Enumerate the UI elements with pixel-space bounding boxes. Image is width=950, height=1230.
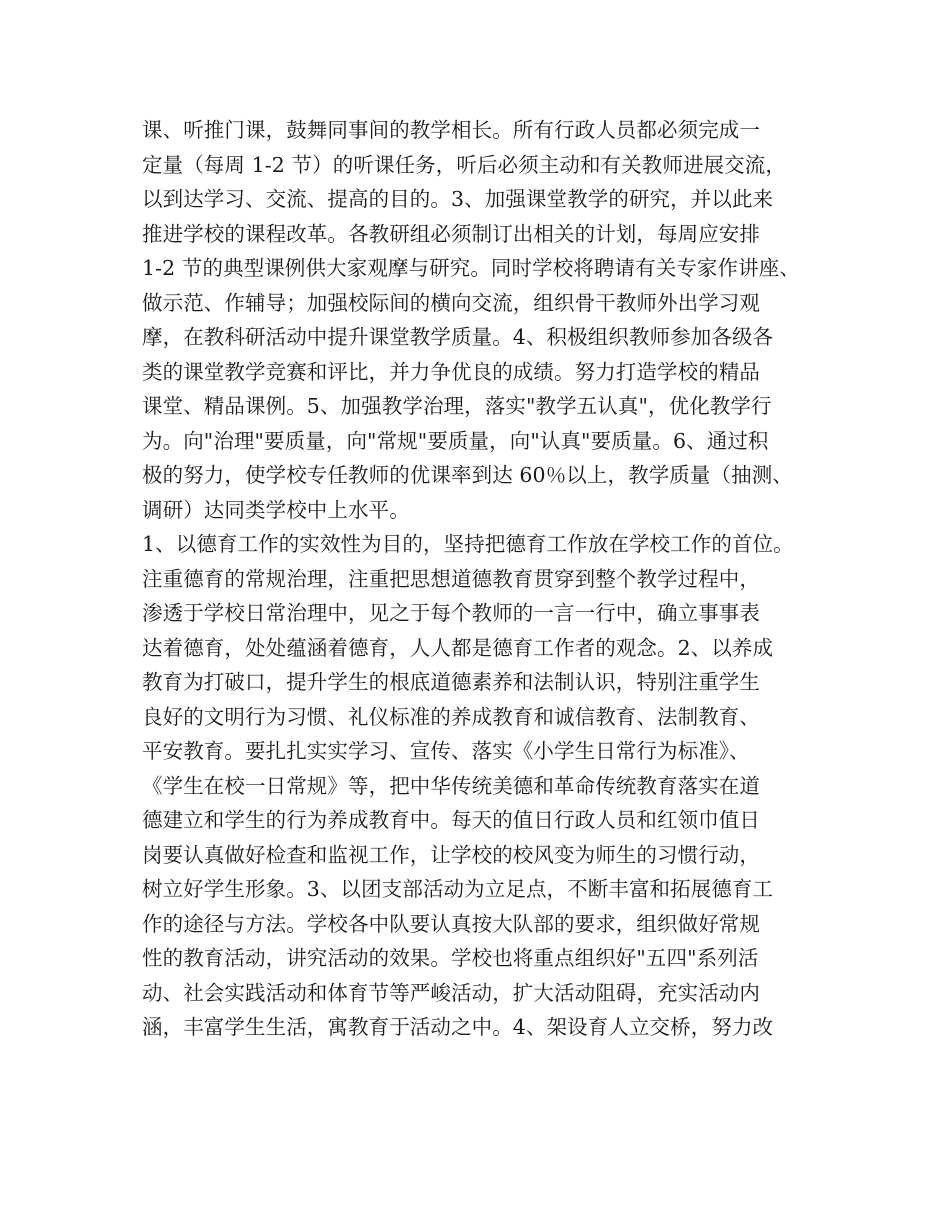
text-line: 1、以德育工作的实效性为目的，坚持把德育工作放在学校工作的首位。	[142, 532, 794, 556]
text-line: 涵，丰富学生生活，寓教育于活动之中。4、架设育人立交桥，努力改	[142, 1015, 774, 1039]
text-line: 作的途径与方法。学校各中队要认真按大队部的要求，组织做好常规	[142, 911, 760, 936]
text-line: 平安教育。要扎扎实实学习、宣传、落实《小学生日常行为标准》、	[142, 739, 750, 763]
text-line: 《学生在校一日常规》等，把中华传统美德和革命传统教育落实在道	[142, 773, 760, 798]
text-line: 德建立和学生的行为养成教育中。每天的值日行政人员和红领巾值日	[142, 808, 760, 832]
text-line: 类的课堂教学竞赛和评比，并力争优良的成绩。努力打造学校的精品	[142, 359, 760, 384]
text-line: 做示范、作辅导；加强校际间的横向交流，组织骨干教师外出学习观	[142, 290, 760, 315]
text-line: 为。向"治理"要质量，向"常规"要质量，向"认真"要质量。6、通过积	[142, 428, 769, 453]
text-line: 课、听推门课，鼓舞同事间的教学相长。所有行政人员都必须完成一	[142, 118, 760, 142]
text-line: 教育为打破口，提升学生的根底道德素养和法制认识，特别注重学生	[142, 670, 760, 694]
text-line: 以到达学习、交流、提高的目的。3、加强课堂教学的研究，并以此来	[142, 187, 774, 211]
text-line: 渗透于学校日常治理中，见之于每个教师的一言一行中，确立事事表	[142, 601, 760, 625]
text-line: 调研）达同类学校中上水平。	[142, 497, 410, 522]
text-line: 课堂、精品课例。5、加强教学治理，落实"教学五认真"，优化教学行	[142, 394, 772, 418]
text-line: 树立好学生形象。3、以团支部活动为立足点，不断丰富和拓展德育工	[142, 877, 774, 901]
text-line: 推进学校的课程改革。各教研组必须制订出相关的计划，每周应安排	[142, 221, 760, 246]
text-line: 性的教育活动，讲究活动的效果。学校也将重点组织好"五四"系列活	[142, 946, 759, 970]
text-line: 岗要认真做好检查和监视工作，让学校的校风变为师生的习惯行动，	[142, 842, 760, 867]
text-line: 达着德育，处处蕴涵着德育，人人都是德育工作者的观念。2、以养成	[142, 635, 774, 660]
text-line: 1-2 节的典型课例供大家观摩与研究。同时学校将聘请有关专家作讲座、	[142, 256, 800, 280]
body-text	[142, 113, 822, 1045]
text-line: 注重德育的常规治理，注重把思想道德教育贯穿到整个教学过程中，	[142, 566, 760, 591]
text-line: 摩，在教科研活动中提升课堂教学质量。4、积极组织教师参加各级各	[142, 325, 774, 349]
text-line: 动、社会实践活动和体育节等严峻活动，扩大活动阻碍，充实活动内	[142, 980, 760, 1005]
text-line: 定量（每周 1-2 节）的听课任务，听后必须主动和有关教师进展交流，	[142, 152, 786, 177]
text-line: 极的努力，使学校专任教师的优课率到达 60％以上，教学质量（抽测、	[142, 463, 793, 487]
text-line: 良好的文明行为习惯、礼仪标准的养成教育和诚信教育、法制教育、	[142, 704, 760, 729]
